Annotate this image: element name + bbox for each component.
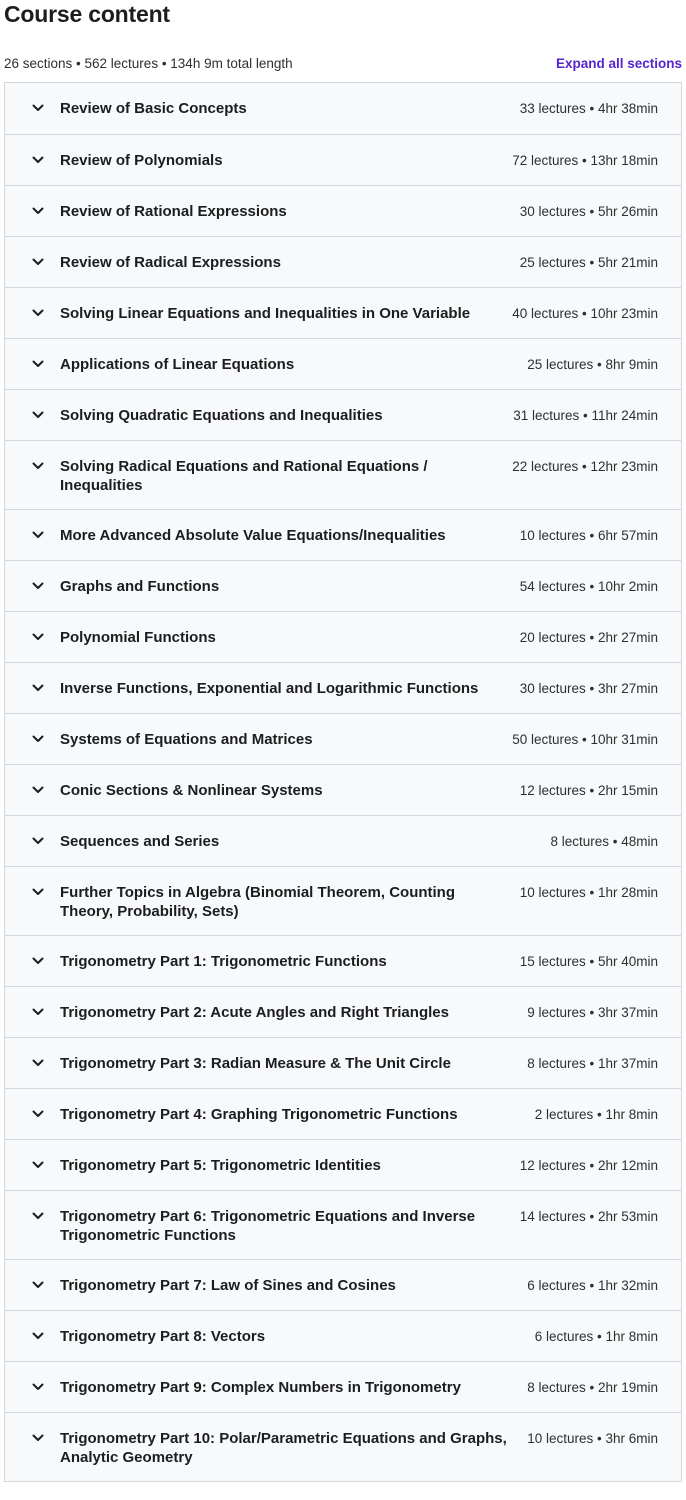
section-title: Solving Quadratic Equations and Inequalities bbox=[60, 407, 383, 424]
section-title: Review of Radical Expressions bbox=[60, 254, 281, 271]
section-title: Trigonometry Part 8: Vectors bbox=[60, 1328, 266, 1345]
section-meta: 9 lectures • 3hr 37min bbox=[527, 1005, 658, 1020]
section-header[interactable] bbox=[5, 662, 681, 713]
section-header[interactable] bbox=[5, 1139, 681, 1190]
section-title: Trigonometry Part 1: Trigonometric Functions bbox=[60, 953, 387, 970]
section-header[interactable] bbox=[5, 83, 681, 134]
chevron-down-icon[interactable] bbox=[31, 357, 45, 371]
section-meta: 40 lectures • 10hr 23min bbox=[512, 306, 658, 321]
section-meta: 12 lectures • 2hr 15min bbox=[519, 783, 658, 798]
chevron-down-icon[interactable] bbox=[31, 732, 45, 746]
section-title: Review of Basic Concepts bbox=[60, 100, 247, 117]
course-summary: 26 sections • 562 lectures • 134h 9m total length bbox=[4, 55, 293, 71]
section-title: Solving Linear Equations and Inequalities in One Variable bbox=[60, 305, 471, 322]
section-header[interactable] bbox=[5, 1361, 681, 1412]
section-header[interactable] bbox=[5, 764, 681, 815]
chevron-down-icon[interactable] bbox=[31, 306, 45, 320]
section-header[interactable] bbox=[5, 815, 681, 866]
section-title: Sequences and Series bbox=[60, 833, 220, 850]
section-meta: 54 lectures • 10hr 2min bbox=[519, 579, 658, 594]
section-header[interactable] bbox=[5, 389, 681, 440]
section-meta: 8 lectures • 48min bbox=[550, 834, 658, 849]
section-header[interactable] bbox=[5, 1088, 681, 1139]
section-title: Trigonometry Part 9: Complex Numbers in Trigonometry bbox=[60, 1379, 461, 1396]
section-header[interactable] bbox=[5, 1037, 681, 1088]
expand-all-sections-button[interactable]: Expand all sections bbox=[555, 55, 682, 71]
section-title: Further Topics in Algebra (Binomial Theorem, Counting Theory, Probability, Sets) bbox=[60, 884, 456, 920]
chevron-down-icon[interactable] bbox=[31, 204, 45, 218]
section-title: Trigonometry Part 7: Law of Sines and Cosines bbox=[60, 1277, 396, 1294]
section-header[interactable] bbox=[5, 134, 681, 185]
course-summary-row bbox=[4, 54, 682, 72]
section-header[interactable] bbox=[5, 560, 681, 611]
section-title: Conic Sections & Nonlinear Systems bbox=[60, 782, 323, 799]
section-title: Trigonometry Part 10: Polar/Parametric Equations and Graphs, Analytic Geometry bbox=[60, 1430, 507, 1466]
section-title: Graphs and Functions bbox=[60, 578, 220, 595]
section-meta: 10 lectures • 6hr 57min bbox=[519, 528, 658, 543]
chevron-down-icon[interactable] bbox=[31, 1056, 45, 1070]
section-meta: 8 lectures • 2hr 19min bbox=[527, 1380, 658, 1395]
chevron-down-icon[interactable] bbox=[31, 630, 45, 644]
section-meta: 50 lectures • 10hr 31min bbox=[512, 732, 658, 747]
chevron-down-icon[interactable] bbox=[31, 408, 45, 422]
section-title: Systems of Equations and Matrices bbox=[60, 731, 313, 748]
section-meta: 31 lectures • 11hr 24min bbox=[513, 408, 658, 423]
section-meta: 10 lectures • 3hr 6min bbox=[527, 1431, 658, 1446]
section-title: Trigonometry Part 3: Radian Measure & The Unit Circle bbox=[60, 1055, 451, 1072]
chevron-down-icon[interactable] bbox=[31, 1005, 45, 1019]
chevron-down-icon[interactable] bbox=[31, 459, 45, 473]
section-title: Trigonometry Part 4: Graphing Trigonometric Functions bbox=[60, 1106, 458, 1123]
chevron-down-icon[interactable] bbox=[31, 834, 45, 848]
section-header[interactable] bbox=[5, 236, 681, 287]
chevron-down-icon[interactable] bbox=[31, 1278, 45, 1292]
section-title: Review of Polynomials bbox=[60, 152, 223, 169]
section-meta: 30 lectures • 5hr 26min bbox=[519, 204, 658, 219]
section-meta: 8 lectures • 1hr 37min bbox=[527, 1056, 658, 1071]
section-meta: 25 lectures • 8hr 9min bbox=[527, 357, 658, 372]
section-title: Trigonometry Part 2: Acute Angles and Right Triangles bbox=[60, 1004, 449, 1021]
chevron-down-icon[interactable] bbox=[31, 783, 45, 797]
chevron-down-icon[interactable] bbox=[31, 101, 45, 115]
chevron-down-icon[interactable] bbox=[31, 1329, 45, 1343]
section-meta: 22 lectures • 12hr 23min bbox=[512, 459, 658, 474]
section-meta: 14 lectures • 2hr 53min bbox=[519, 1209, 658, 1224]
section-meta: 6 lectures • 1hr 8min bbox=[534, 1329, 658, 1344]
chevron-down-icon[interactable] bbox=[31, 1107, 45, 1121]
section-header[interactable] bbox=[5, 287, 681, 338]
chevron-down-icon[interactable] bbox=[31, 153, 45, 167]
chevron-down-icon[interactable] bbox=[31, 1431, 45, 1445]
section-meta: 30 lectures • 3hr 27min bbox=[519, 681, 658, 696]
section-header[interactable] bbox=[5, 1412, 681, 1481]
section-header[interactable] bbox=[5, 509, 681, 560]
section-list bbox=[4, 82, 682, 1482]
section-header[interactable] bbox=[5, 866, 681, 935]
section-title: More Advanced Absolute Value Equations/Inequalities bbox=[60, 527, 446, 544]
section-meta: 10 lectures • 1hr 28min bbox=[519, 885, 658, 900]
section-header[interactable] bbox=[5, 935, 681, 986]
chevron-down-icon[interactable] bbox=[31, 1158, 45, 1172]
section-meta: 12 lectures • 2hr 12min bbox=[519, 1158, 658, 1173]
section-meta: 2 lectures • 1hr 8min bbox=[534, 1107, 658, 1122]
chevron-down-icon[interactable] bbox=[31, 1209, 45, 1223]
chevron-down-icon[interactable] bbox=[31, 528, 45, 542]
section-meta: 20 lectures • 2hr 27min bbox=[519, 630, 658, 645]
section-title: Review of Rational Expressions bbox=[60, 203, 287, 220]
chevron-down-icon[interactable] bbox=[31, 681, 45, 695]
section-meta: 25 lectures • 5hr 21min bbox=[519, 255, 658, 270]
chevron-down-icon[interactable] bbox=[31, 1380, 45, 1394]
section-title: Inverse Functions, Exponential and Logarithmic Functions bbox=[60, 680, 479, 697]
section-title: Polynomial Functions bbox=[60, 629, 216, 646]
section-title: Applications of Linear Equations bbox=[60, 356, 295, 373]
section-header[interactable] bbox=[5, 611, 681, 662]
section-meta: 33 lectures • 4hr 38min bbox=[519, 101, 658, 116]
section-header[interactable] bbox=[5, 986, 681, 1037]
section-meta: 72 lectures • 13hr 18min bbox=[512, 153, 658, 168]
page-title: Course content bbox=[4, 1, 170, 27]
section-header[interactable] bbox=[5, 440, 681, 509]
section-meta: 15 lectures • 5hr 40min bbox=[519, 954, 658, 969]
chevron-down-icon[interactable] bbox=[31, 255, 45, 269]
section-header[interactable] bbox=[5, 713, 681, 764]
section-title: Trigonometry Part 5: Trigonometric Identities bbox=[60, 1157, 381, 1174]
section-header[interactable] bbox=[5, 338, 681, 389]
section-header[interactable] bbox=[5, 185, 681, 236]
chevron-down-icon[interactable] bbox=[31, 579, 45, 593]
section-header[interactable] bbox=[5, 1310, 681, 1361]
section-header[interactable] bbox=[5, 1259, 681, 1310]
chevron-down-icon[interactable] bbox=[31, 885, 45, 899]
section-meta: 6 lectures • 1hr 32min bbox=[527, 1278, 658, 1293]
section-header[interactable] bbox=[5, 1190, 681, 1259]
section-title: Solving Radical Equations and Rational Equations / Inequalities bbox=[60, 458, 428, 494]
chevron-down-icon[interactable] bbox=[31, 954, 45, 968]
section-title: Trigonometry Part 6: Trigonometric Equations and Inverse Trigonometric Functions bbox=[60, 1208, 476, 1244]
